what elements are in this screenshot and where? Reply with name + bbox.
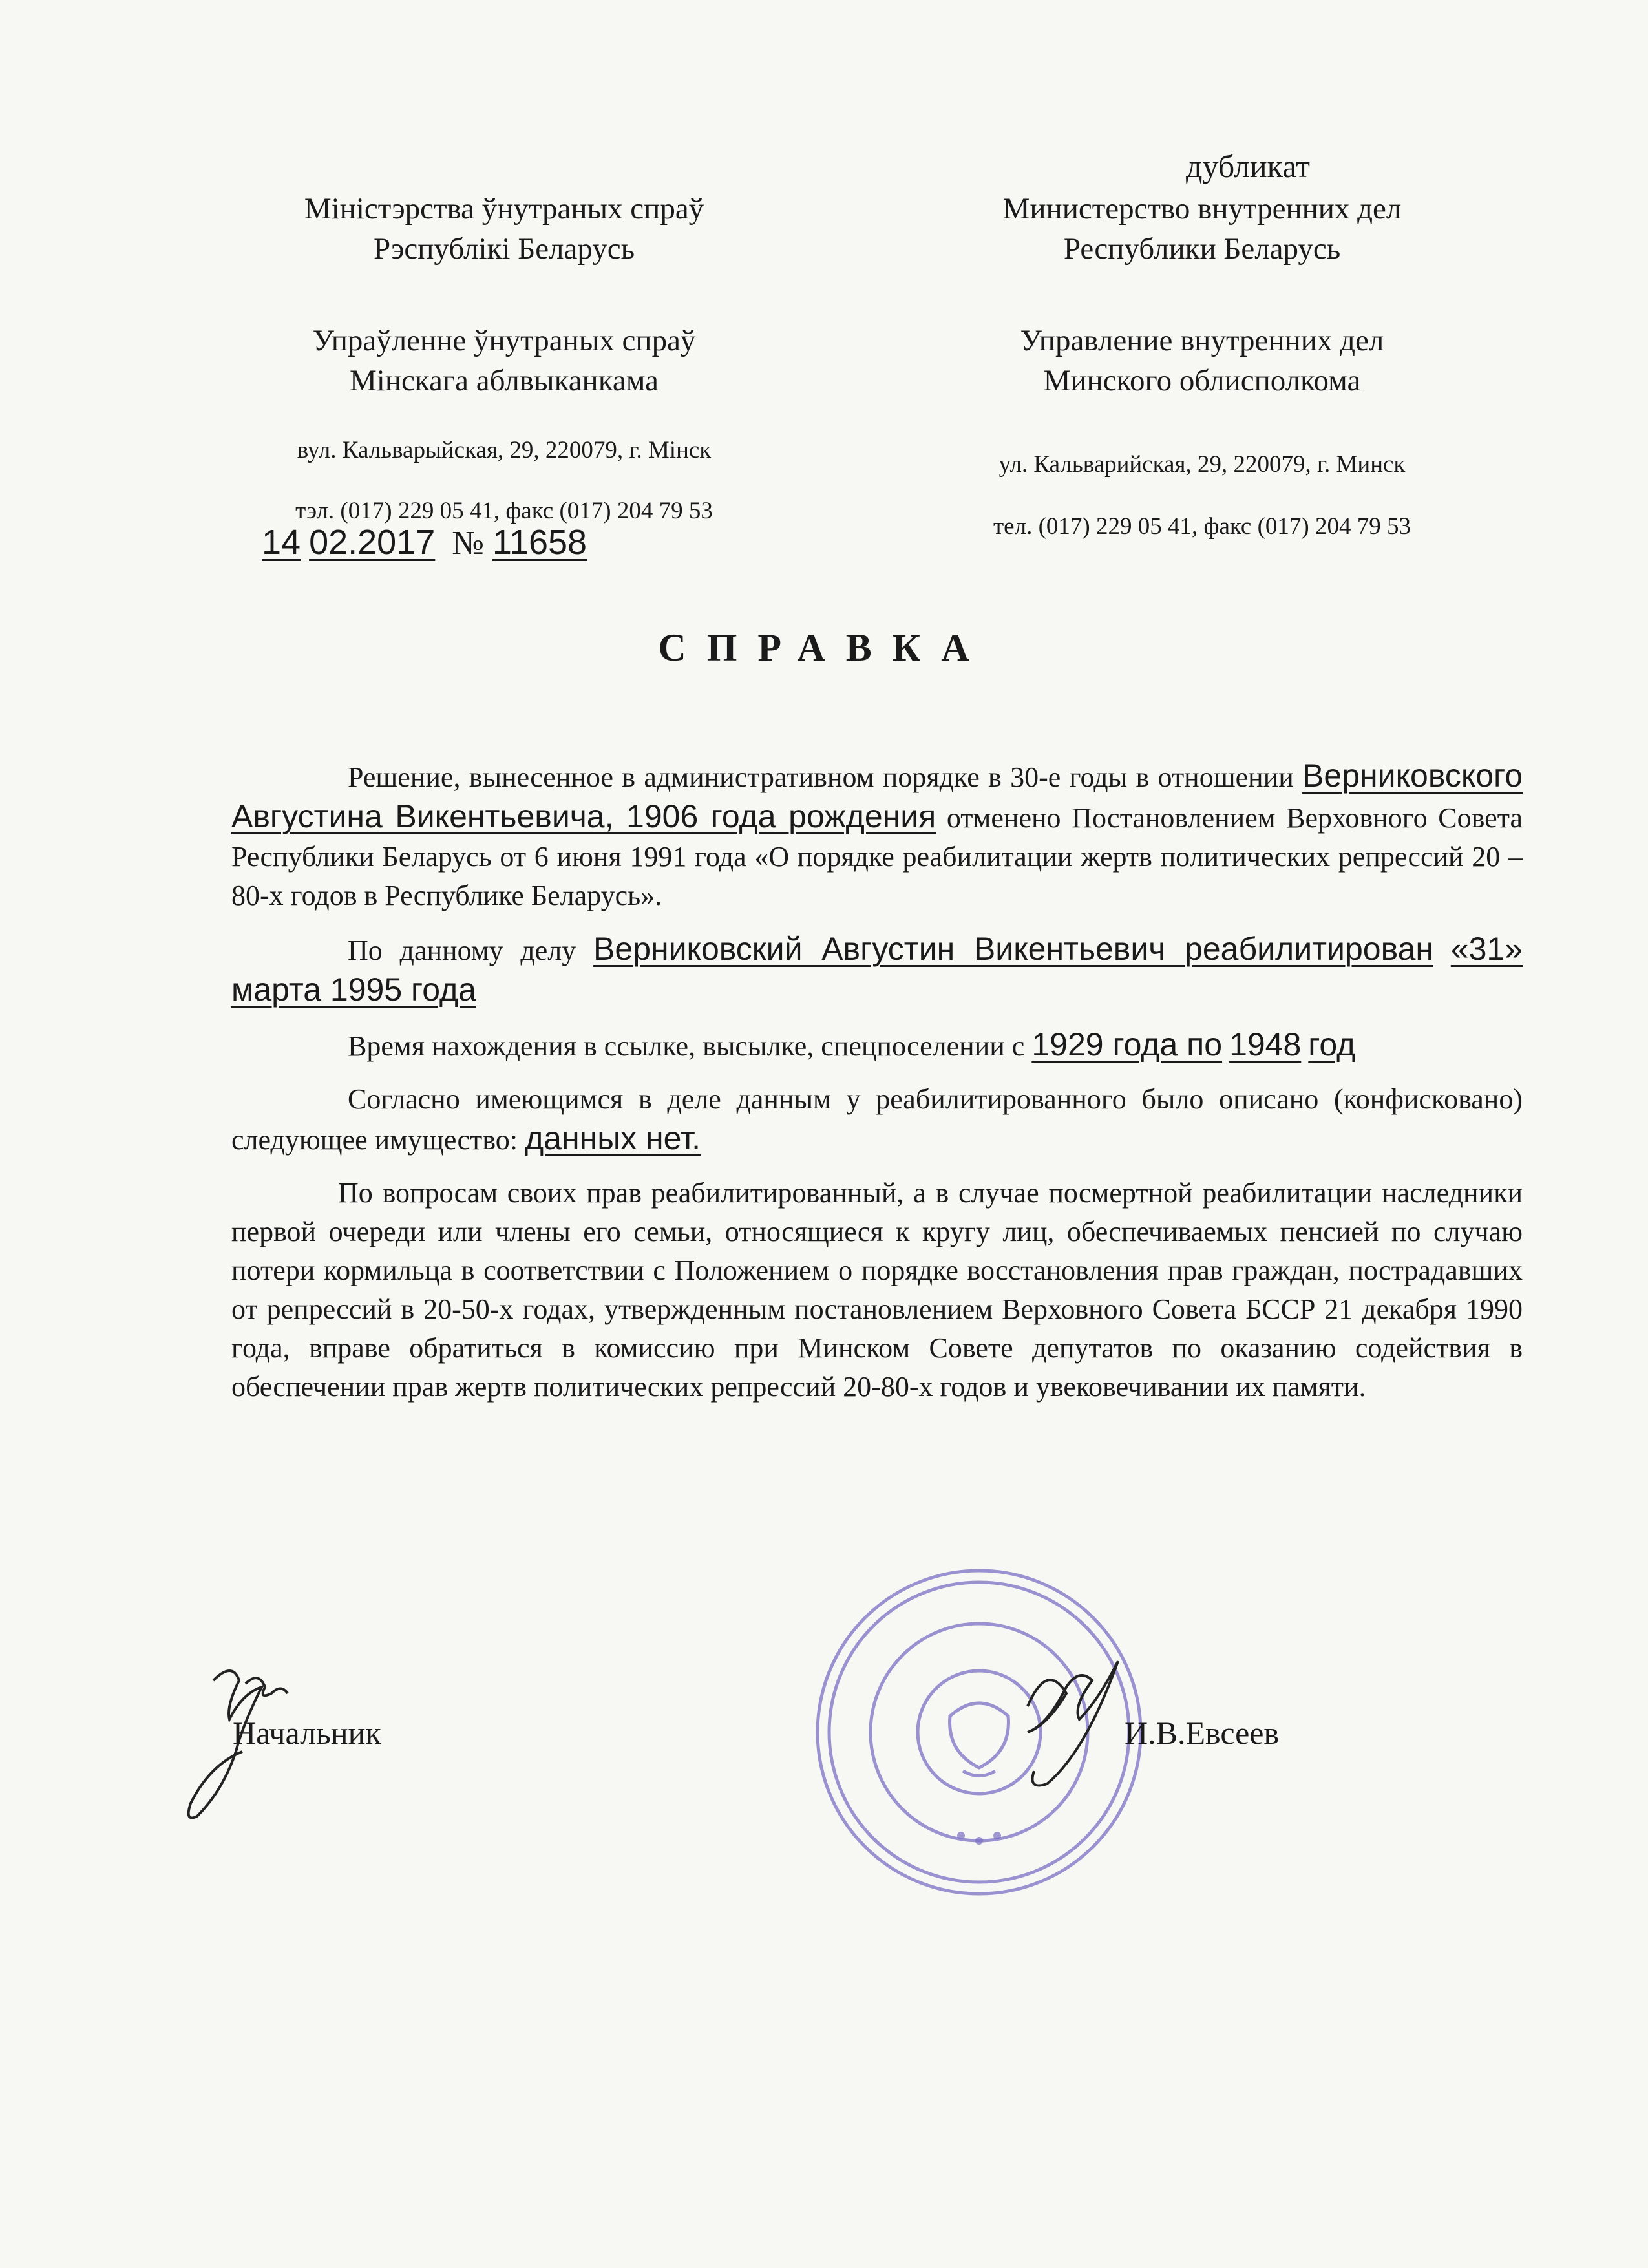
signatory-name: И.В.Евсеев bbox=[1125, 1715, 1280, 1751]
document-title: СПРАВКА bbox=[658, 626, 990, 669]
paragraph-property bbox=[231, 1080, 1523, 1160]
address-line: вул. Кальварыйская, 29, 220079, г. Мінск bbox=[297, 437, 712, 463]
p3-text: Время нахождения в ссылке, высылке, спецпоселении с bbox=[348, 1030, 1025, 1062]
p4-fill: данных нет. bbox=[525, 1120, 701, 1156]
p5-text: По вопросам своих прав реабилитированный, а в случае посмертной реабилитации наследники первой очереди или члены его семьи, относящиеся к кругу лиц, обеспечиваемых пенсией по случаю потери кормильца в соответствии с Положением о порядке восстановления прав граждан, пострадавших от репрессий в 20-50-х годах, утвержденным постановлением Верховного Совета БССР 21 декабря 1990 года, вправе обратиться в комиссию при Минском Совете депутатов по оказанию содействия в обеспечении прав жертв политических репрессий 20-80-х годов и увековечивании их памяти. bbox=[231, 1177, 1523, 1403]
paragraph-rights bbox=[231, 1174, 1523, 1406]
dept-line-1: Упраўленне ўнутраных спраў bbox=[312, 324, 696, 357]
phone-line: тэл. (017) 229 05 41, факс (017) 204 79 53 bbox=[295, 498, 713, 524]
dept-line-1: Управление внутренних дел bbox=[1020, 324, 1384, 357]
paragraph-decision bbox=[231, 756, 1523, 915]
p3-from-fill: 1929 года по bbox=[1031, 1026, 1223, 1063]
p3-to-fill: 1948 bbox=[1229, 1026, 1302, 1063]
signatory-position: Начальник bbox=[233, 1715, 381, 1751]
reg-day: 14 bbox=[262, 523, 301, 562]
paragraph-rehabilitation bbox=[231, 929, 1523, 1011]
signature-right-icon bbox=[989, 1642, 1144, 1810]
ministry-line-2: Республики Беларусь bbox=[1063, 232, 1341, 266]
dept-line-2: Минского облисполкома bbox=[1043, 364, 1361, 397]
header-right-russian bbox=[879, 189, 1525, 543]
dept-line-2: Мінскага аблвыканкама bbox=[350, 364, 659, 397]
reg-number-sign: № bbox=[452, 525, 484, 562]
ministry-line-2: Рэспублікі Беларусь bbox=[373, 232, 635, 266]
p1-rest: отменено Постановлением Верховного Совета Республики Беларусь от 6 июня 1991 года «О порядке реабилитации жертв политических репрессий 20 – 80-х годов в Республике Беларусь». bbox=[231, 802, 1523, 911]
ministry-line-1: Министерство внутренних дел bbox=[1002, 192, 1402, 226]
duplicate-mark: дубликат bbox=[1186, 148, 1310, 184]
registration-line bbox=[262, 522, 587, 562]
p4-text: Согласно имеющимся в деле данным у реабилитированного было описано (конфисковано) следующее имущество: bbox=[231, 1083, 1523, 1156]
p1-text: Решение, вынесенное в административном порядке в 30-е годы в отношении bbox=[348, 761, 1294, 793]
phone-line: тел. (017) 229 05 41, факс (017) 204 79 53 bbox=[993, 513, 1411, 540]
header-left-belarusian bbox=[213, 189, 795, 527]
ministry-line-1: Міністэрства ўнутраных спраў bbox=[304, 192, 704, 226]
address-line: ул. Кальварийская, 29, 220079, г. Минск bbox=[998, 451, 1406, 478]
p2-text: По данному делу bbox=[348, 935, 576, 966]
p3-unit-fill: год bbox=[1308, 1026, 1356, 1063]
reg-number: 11658 bbox=[492, 523, 587, 562]
p1-person-fill: Верниковского Августина Викентьевича, 1906 года рождения bbox=[231, 758, 1523, 834]
reg-month-year: 02.2017 bbox=[309, 523, 436, 562]
paragraph-exile-period bbox=[231, 1025, 1523, 1066]
document-body bbox=[231, 756, 1523, 1421]
p2-date-fill: «31» марта 1995 года bbox=[231, 931, 1523, 1008]
p2-name-fill: Верниковский Августин Викентьевич реабилитирован bbox=[593, 931, 1433, 967]
